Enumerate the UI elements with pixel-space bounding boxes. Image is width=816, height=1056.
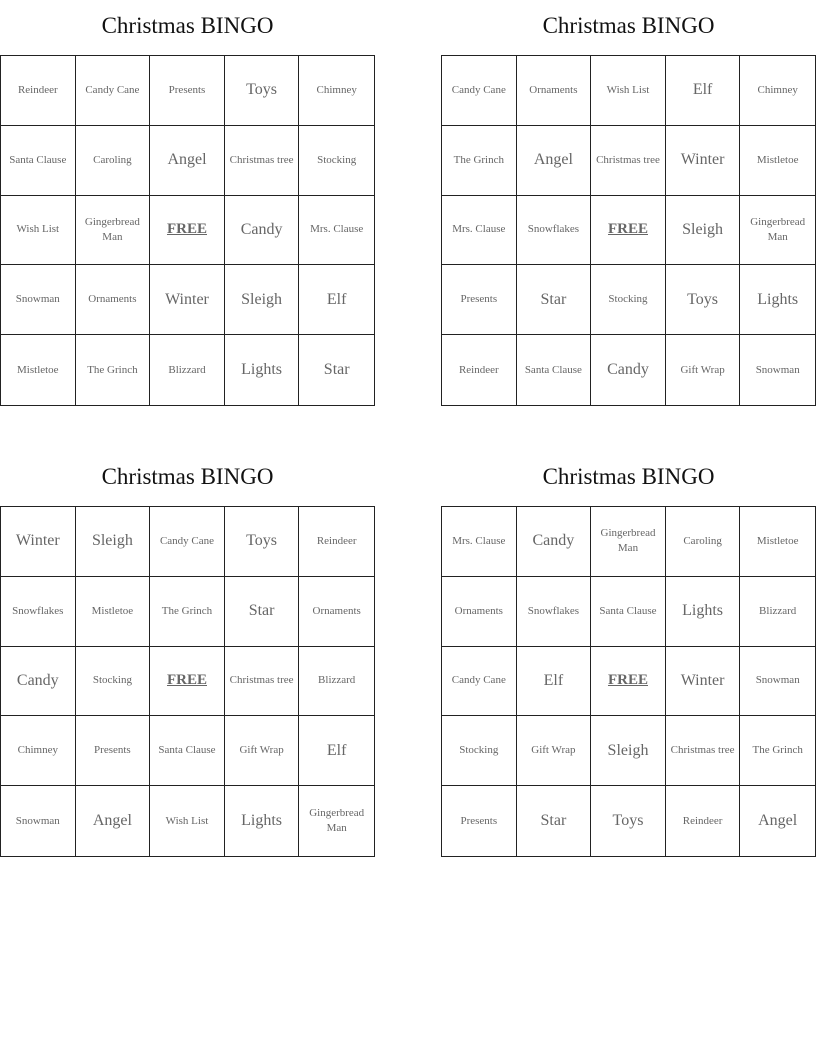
bingo-cell: Winter	[666, 647, 741, 717]
bingo-cell: Candy Cane	[76, 56, 151, 126]
bingo-cell: Toys	[225, 56, 300, 126]
bingo-cell: Christmas tree	[591, 126, 666, 196]
bingo-cell: Candy Cane	[150, 507, 225, 577]
card-title: Christmas BINGO	[542, 13, 715, 38]
bingo-cell: Christmas tree	[666, 716, 741, 786]
bingo-cell: Presents	[442, 786, 517, 856]
bingo-cell: Toys	[591, 786, 666, 856]
bingo-cell: Candy Cane	[442, 647, 517, 717]
bingo-cell: Caroling	[76, 126, 151, 196]
bingo-cell: Elf	[299, 716, 374, 786]
bingo-cell: Chimney	[299, 56, 374, 126]
bingo-cell: Snowflakes	[517, 577, 592, 647]
bingo-cell: Sleigh	[591, 716, 666, 786]
bingo-cell: Chimney	[740, 56, 815, 126]
bingo-grid	[0, 55, 375, 406]
bingo-cell: Winter	[666, 126, 741, 196]
bingo-cell: Sleigh	[225, 265, 300, 335]
bingo-cell: Sleigh	[666, 196, 741, 266]
bingo-cell: Wish List	[1, 196, 76, 266]
bingo-cell: Santa Clause	[591, 577, 666, 647]
free-space: FREE	[150, 196, 225, 266]
bingo-grid	[441, 506, 816, 857]
bingo-cell: Snowman	[1, 265, 76, 335]
bingo-cell: Ornaments	[76, 265, 151, 335]
bingo-cell: Candy	[225, 196, 300, 266]
bingo-cell: Ornaments	[442, 577, 517, 647]
card-title: Christmas BINGO	[542, 464, 715, 489]
bingo-cell: Star	[517, 265, 592, 335]
bingo-cell: Blizzard	[150, 335, 225, 405]
bingo-cell: Presents	[150, 56, 225, 126]
bingo-cell: Gift Wrap	[517, 716, 592, 786]
bingo-cell: Lights	[666, 577, 741, 647]
bingo-cell: Wish List	[150, 786, 225, 856]
bingo-cell: Angel	[517, 126, 592, 196]
bingo-cell: Mrs. Clause	[442, 196, 517, 266]
bingo-cell: Mistletoe	[740, 507, 815, 577]
free-space: FREE	[591, 196, 666, 266]
bingo-cell: Ornaments	[299, 577, 374, 647]
bingo-cell: Reindeer	[442, 335, 517, 405]
bingo-cell: Candy	[517, 507, 592, 577]
bingo-cell: Candy Cane	[442, 56, 517, 126]
bingo-cell: Elf	[666, 56, 741, 126]
bingo-grid	[0, 506, 375, 857]
bingo-cell: Snowman	[1, 786, 76, 856]
bingo-cell: Gingerbread Man	[740, 196, 815, 266]
bingo-cell: Gingerbread Man	[591, 507, 666, 577]
bingo-cell: Blizzard	[740, 577, 815, 647]
bingo-cell: Winter	[1, 507, 76, 577]
card-title: Christmas BINGO	[101, 13, 274, 38]
bingo-cell: Elf	[517, 647, 592, 717]
bingo-cell: Stocking	[442, 716, 517, 786]
bingo-cell: Stocking	[299, 126, 374, 196]
bingo-cell: Santa Clause	[150, 716, 225, 786]
bingo-cell: Lights	[225, 786, 300, 856]
bingo-cell: Gingerbread Man	[76, 196, 151, 266]
free-space: FREE	[150, 647, 225, 717]
free-space: FREE	[591, 647, 666, 717]
bingo-cell: Christmas tree	[225, 647, 300, 717]
card-title: Christmas BINGO	[101, 464, 274, 489]
bingo-cell: Mistletoe	[740, 126, 815, 196]
bingo-cell: Gift Wrap	[666, 335, 741, 405]
bingo-cell: Sleigh	[76, 507, 151, 577]
bingo-cell: Presents	[76, 716, 151, 786]
bingo-cell: Winter	[150, 265, 225, 335]
bingo-cell: Blizzard	[299, 647, 374, 717]
bingo-cell: Christmas tree	[225, 126, 300, 196]
bingo-cell: Angel	[758, 812, 798, 830]
bingo-cell: Star	[225, 577, 300, 647]
bingo-cell: Snowman	[740, 647, 815, 717]
bingo-cell: Snowman	[755, 363, 800, 376]
bingo-cell: Stocking	[76, 647, 151, 717]
bingo-cell: The Grinch	[740, 716, 815, 786]
bingo-cell: Santa Clause	[517, 335, 592, 405]
bingo-cell: The Grinch	[442, 126, 517, 196]
bingo-cell: Mrs. Clause	[299, 196, 374, 266]
bingo-cell: Star	[517, 786, 592, 856]
bingo-cell: Stocking	[591, 265, 666, 335]
bingo-cell: Reindeer	[299, 507, 374, 577]
bingo-cell: Elf	[299, 265, 374, 335]
bingo-cell: Presents	[442, 265, 517, 335]
bingo-cell: Lights	[740, 265, 815, 335]
bingo-cell: Santa Clause	[1, 126, 76, 196]
bingo-cell: Toys	[666, 265, 741, 335]
bingo-cell: The Grinch	[76, 335, 151, 405]
bingo-cell: Reindeer	[666, 786, 741, 856]
bingo-cell: Chimney	[1, 716, 76, 786]
bingo-cell: Gift Wrap	[225, 716, 300, 786]
bingo-cell: Mistletoe	[1, 335, 76, 405]
bingo-cell: Candy	[591, 335, 666, 405]
bingo-cell: Angel	[76, 786, 151, 856]
bingo-cell: Ornaments	[517, 56, 592, 126]
bingo-cell: Candy	[1, 647, 76, 717]
bingo-cell: Star	[323, 361, 350, 379]
bingo-cell: Mrs. Clause	[442, 507, 517, 577]
bingo-cell: Snowflakes	[517, 196, 592, 266]
bingo-cell: Snowflakes	[1, 577, 76, 647]
bingo-cell: Lights	[225, 335, 300, 405]
bingo-grid	[441, 55, 816, 406]
bingo-cell: The Grinch	[150, 577, 225, 647]
bingo-cell: Caroling	[666, 507, 741, 577]
bingo-cell: Gingerbread Man	[309, 807, 365, 835]
bingo-cell: Toys	[225, 507, 300, 577]
bingo-cell: Mistletoe	[76, 577, 151, 647]
bingo-cell: Angel	[150, 126, 225, 196]
bingo-cell: Wish List	[591, 56, 666, 126]
bingo-cell: Reindeer	[1, 56, 76, 126]
